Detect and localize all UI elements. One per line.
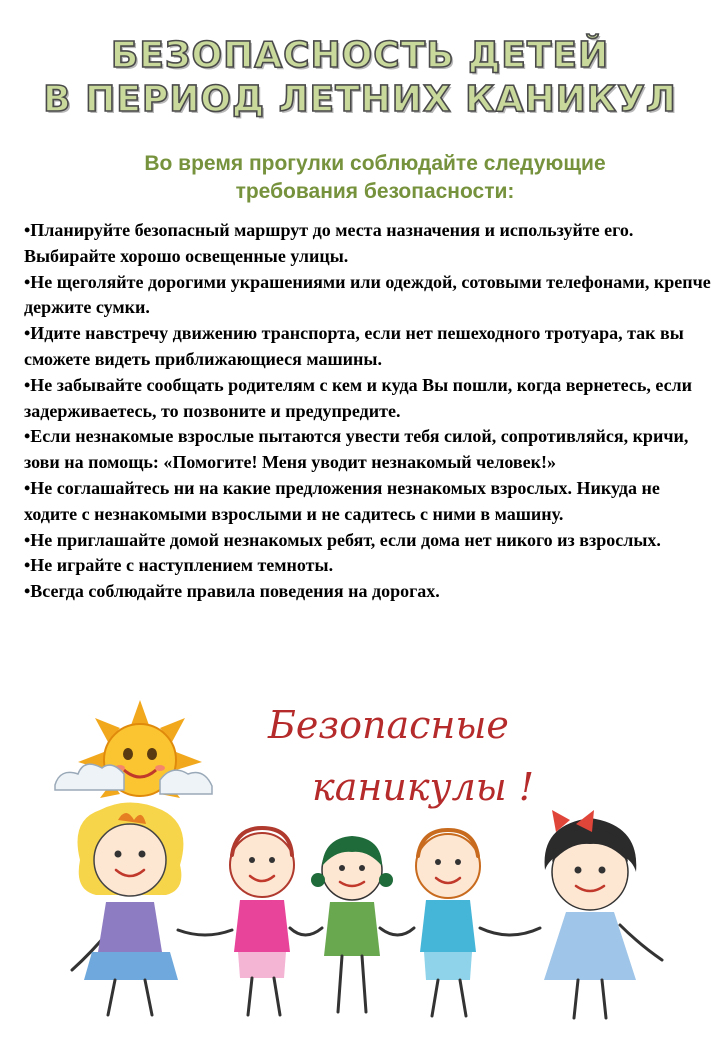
banner-line-2: каникулы ! <box>312 765 535 809</box>
rule-item: •Не забывайте сообщать родителям с кем и куда Вы пошли, когда вернетесь, если задерживаетесь, то позвоните и предупредите. <box>24 374 693 421</box>
title-line-1: БЕЗОПАСНОСТЬ ДЕТЕЙ <box>110 35 610 76</box>
rule-item: •Не приглашайте домой незнакомых ребят, если дома нет никого из взрослых. <box>24 529 661 550</box>
rule-item: •Не играйте с наступлением темноты. <box>24 555 334 576</box>
rule-item: •Если незнакомые взрослые пытаются увести тебя силой, сопротивляйся, кричи, зови на помощь: «Помогите! Меня уводит незнакомый человек!» <box>24 426 689 473</box>
subtitle-line-1: Во время прогулки соблюдайте следующие <box>144 152 606 175</box>
page-title <box>0 34 720 122</box>
rule-item: •Не щеголяйте дорогими украшениями или одеждой, сотовыми телефонами, крепче держите сумки. <box>24 271 711 318</box>
sun-cloud-icon <box>55 700 212 798</box>
rule-item: •Планируйте безопасный маршрут до места назначения и используйте его. Выбирайте хорошо освещенные улицы. <box>24 220 634 266</box>
banner-line-1: Безопасные <box>268 703 509 747</box>
rule-item: •Всегда соблюдайте правила поведения на дорогах. <box>24 581 440 602</box>
title-line-2: В ПЕРИОД ЛЕТНИХ КАНИКУЛ <box>43 79 677 120</box>
rule-item: •Идите навстречу движению транспорта, если нет пешеходного тротуара, так вы сможете видеть приближающиеся машины. <box>24 323 684 369</box>
subtitle-line-2: требования безопасности: <box>235 180 515 203</box>
children-holding-hands-icon <box>72 803 662 1019</box>
safety-rules-list <box>24 218 714 605</box>
illustration <box>0 690 720 1040</box>
subtitle <box>30 150 720 206</box>
rule-item: •Не соглашайтесь ни на какие предложения незнакомых взрослых. Никуда не ходите с незнакомыми взрослыми и не садитесь с ними в машину. <box>24 477 660 524</box>
